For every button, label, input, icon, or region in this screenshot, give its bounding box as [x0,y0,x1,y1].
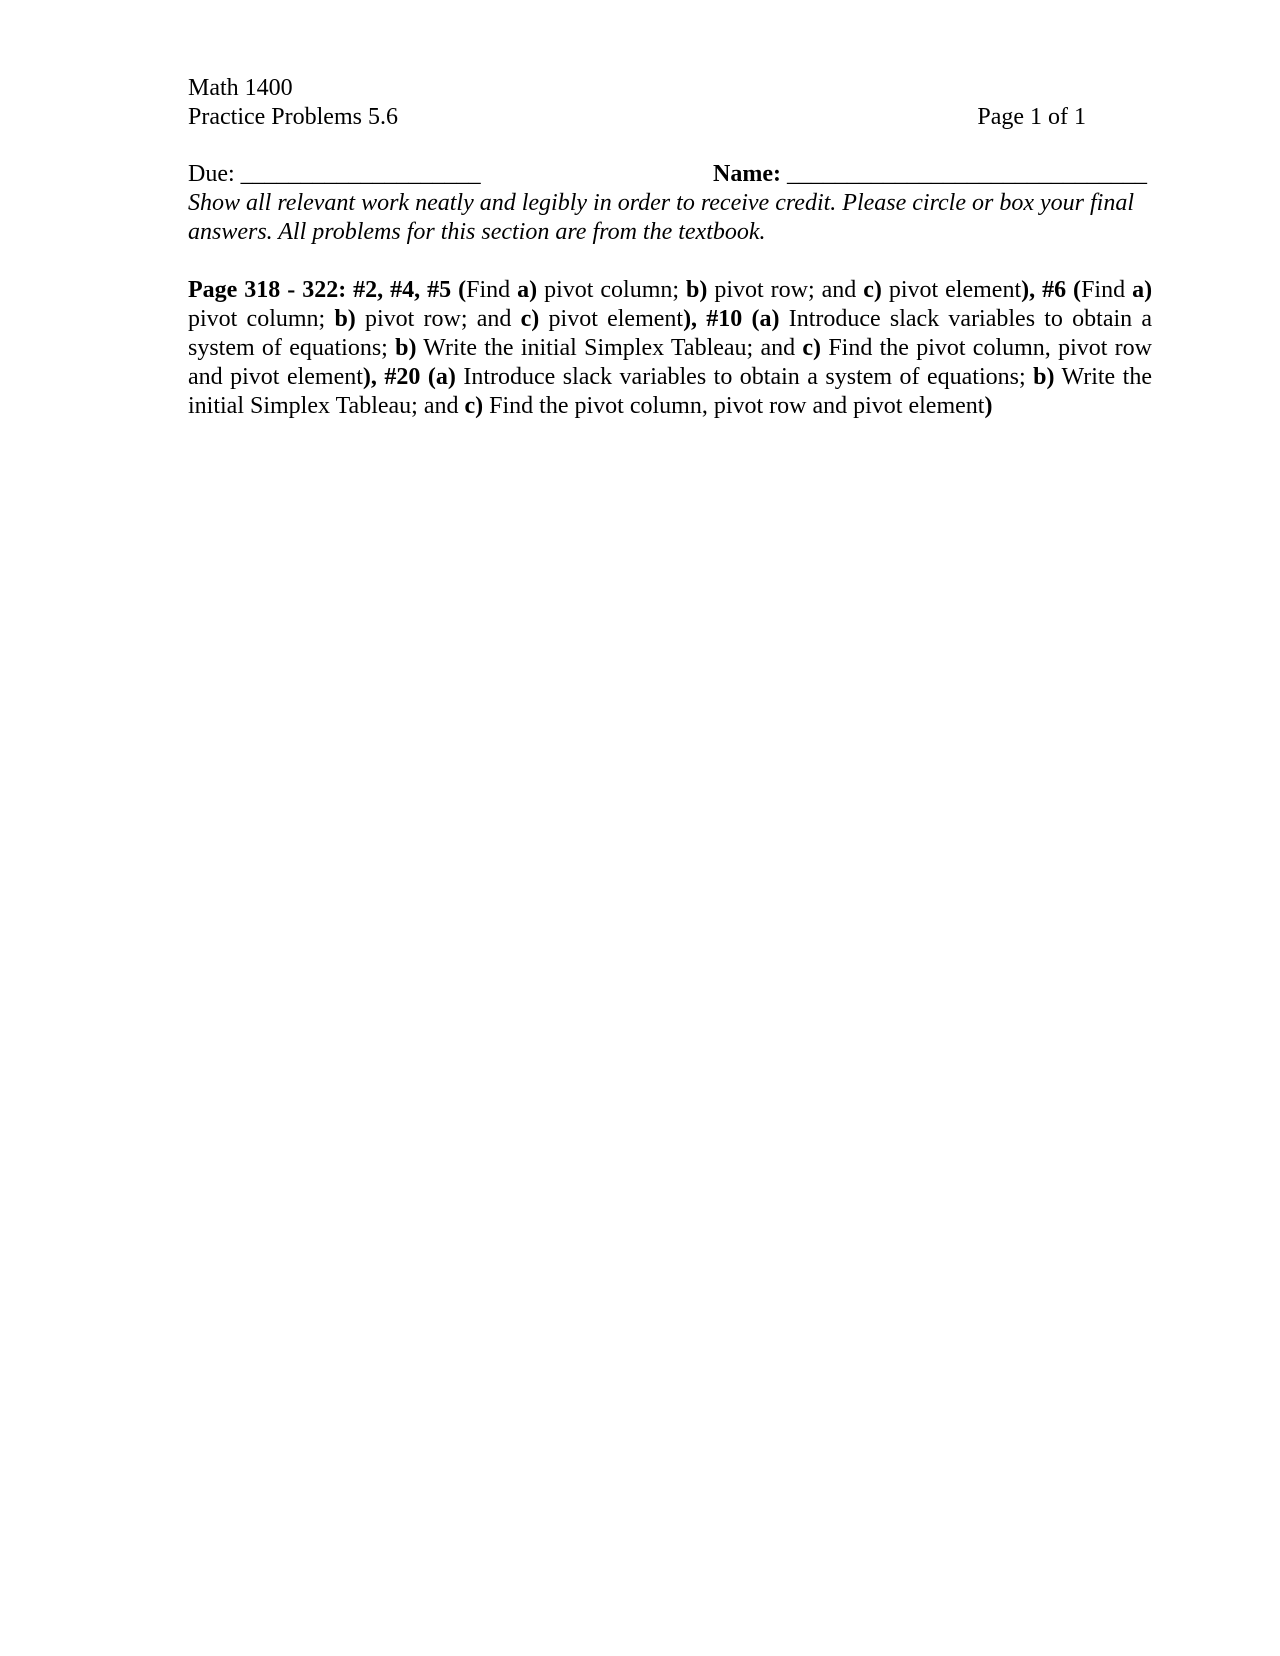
problem-text-bold: ), #10 (a) [683,306,780,332]
part-label: c) [464,393,484,419]
part-label: b) [334,306,356,332]
due-field [188,160,481,189]
problem-text: Write the initial Simplex Tableau; and [188,364,1152,419]
due-label: Due: [188,161,235,187]
problem-list [188,276,1152,421]
problem-text: Find [1081,277,1133,303]
due-blank: ____________________ [240,161,481,187]
part-label: b) [395,335,417,361]
problem-text: Introduce slack variables to obtain a system of equations; [188,306,1153,361]
due-name-row [188,160,1152,189]
header-row [188,103,1152,132]
part-label: c) [863,277,882,303]
name-label: Name: [713,161,781,187]
part-label: b) [1033,364,1055,390]
assignment-title: Practice Problems 5.6 [188,104,398,130]
document-body [188,74,1152,421]
problem-text-bold: ), #6 ( [1021,277,1082,303]
name-blank: ______________________________ [786,161,1147,187]
instructions: Show all relevant work neatly and legibly in order to receive credit. Please circle or box your final answers. All problems for this section are from the textbook. [188,190,1134,245]
problem-text-bold: Page 318 - 322: #2, #4, #5 ( [188,277,467,303]
problem-text: pivot column; [537,277,686,303]
problem-text: pivot element [539,306,684,332]
part-label: a) [517,277,538,303]
problem-text: Write the initial Simplex Tableau; and [416,335,803,361]
problem-text: Find the pivot column, pivot row and pivot element [188,335,1152,390]
problem-text: pivot column; [188,306,335,332]
problem-text: pivot row; and [355,306,521,332]
problem-text-bold: ) [984,393,993,419]
part-label: b) [686,277,708,303]
problem-text: Find [466,277,518,303]
page-number: Page 1 of 1 [977,104,1086,130]
part-label: c) [520,306,540,332]
problem-text-bold: ), #20 (a) [362,364,456,390]
problem-text: Find the pivot column, pivot row and pivot element [483,393,985,419]
part-label: a) [1132,277,1153,303]
problem-text: pivot element [881,277,1022,303]
problem-text: Introduce slack variables to obtain a system of equations; [455,364,1034,390]
problem-text: pivot row; and [707,277,864,303]
course-title: Math 1400 [188,75,293,101]
part-label: c) [802,335,822,361]
name-field [713,160,1147,189]
